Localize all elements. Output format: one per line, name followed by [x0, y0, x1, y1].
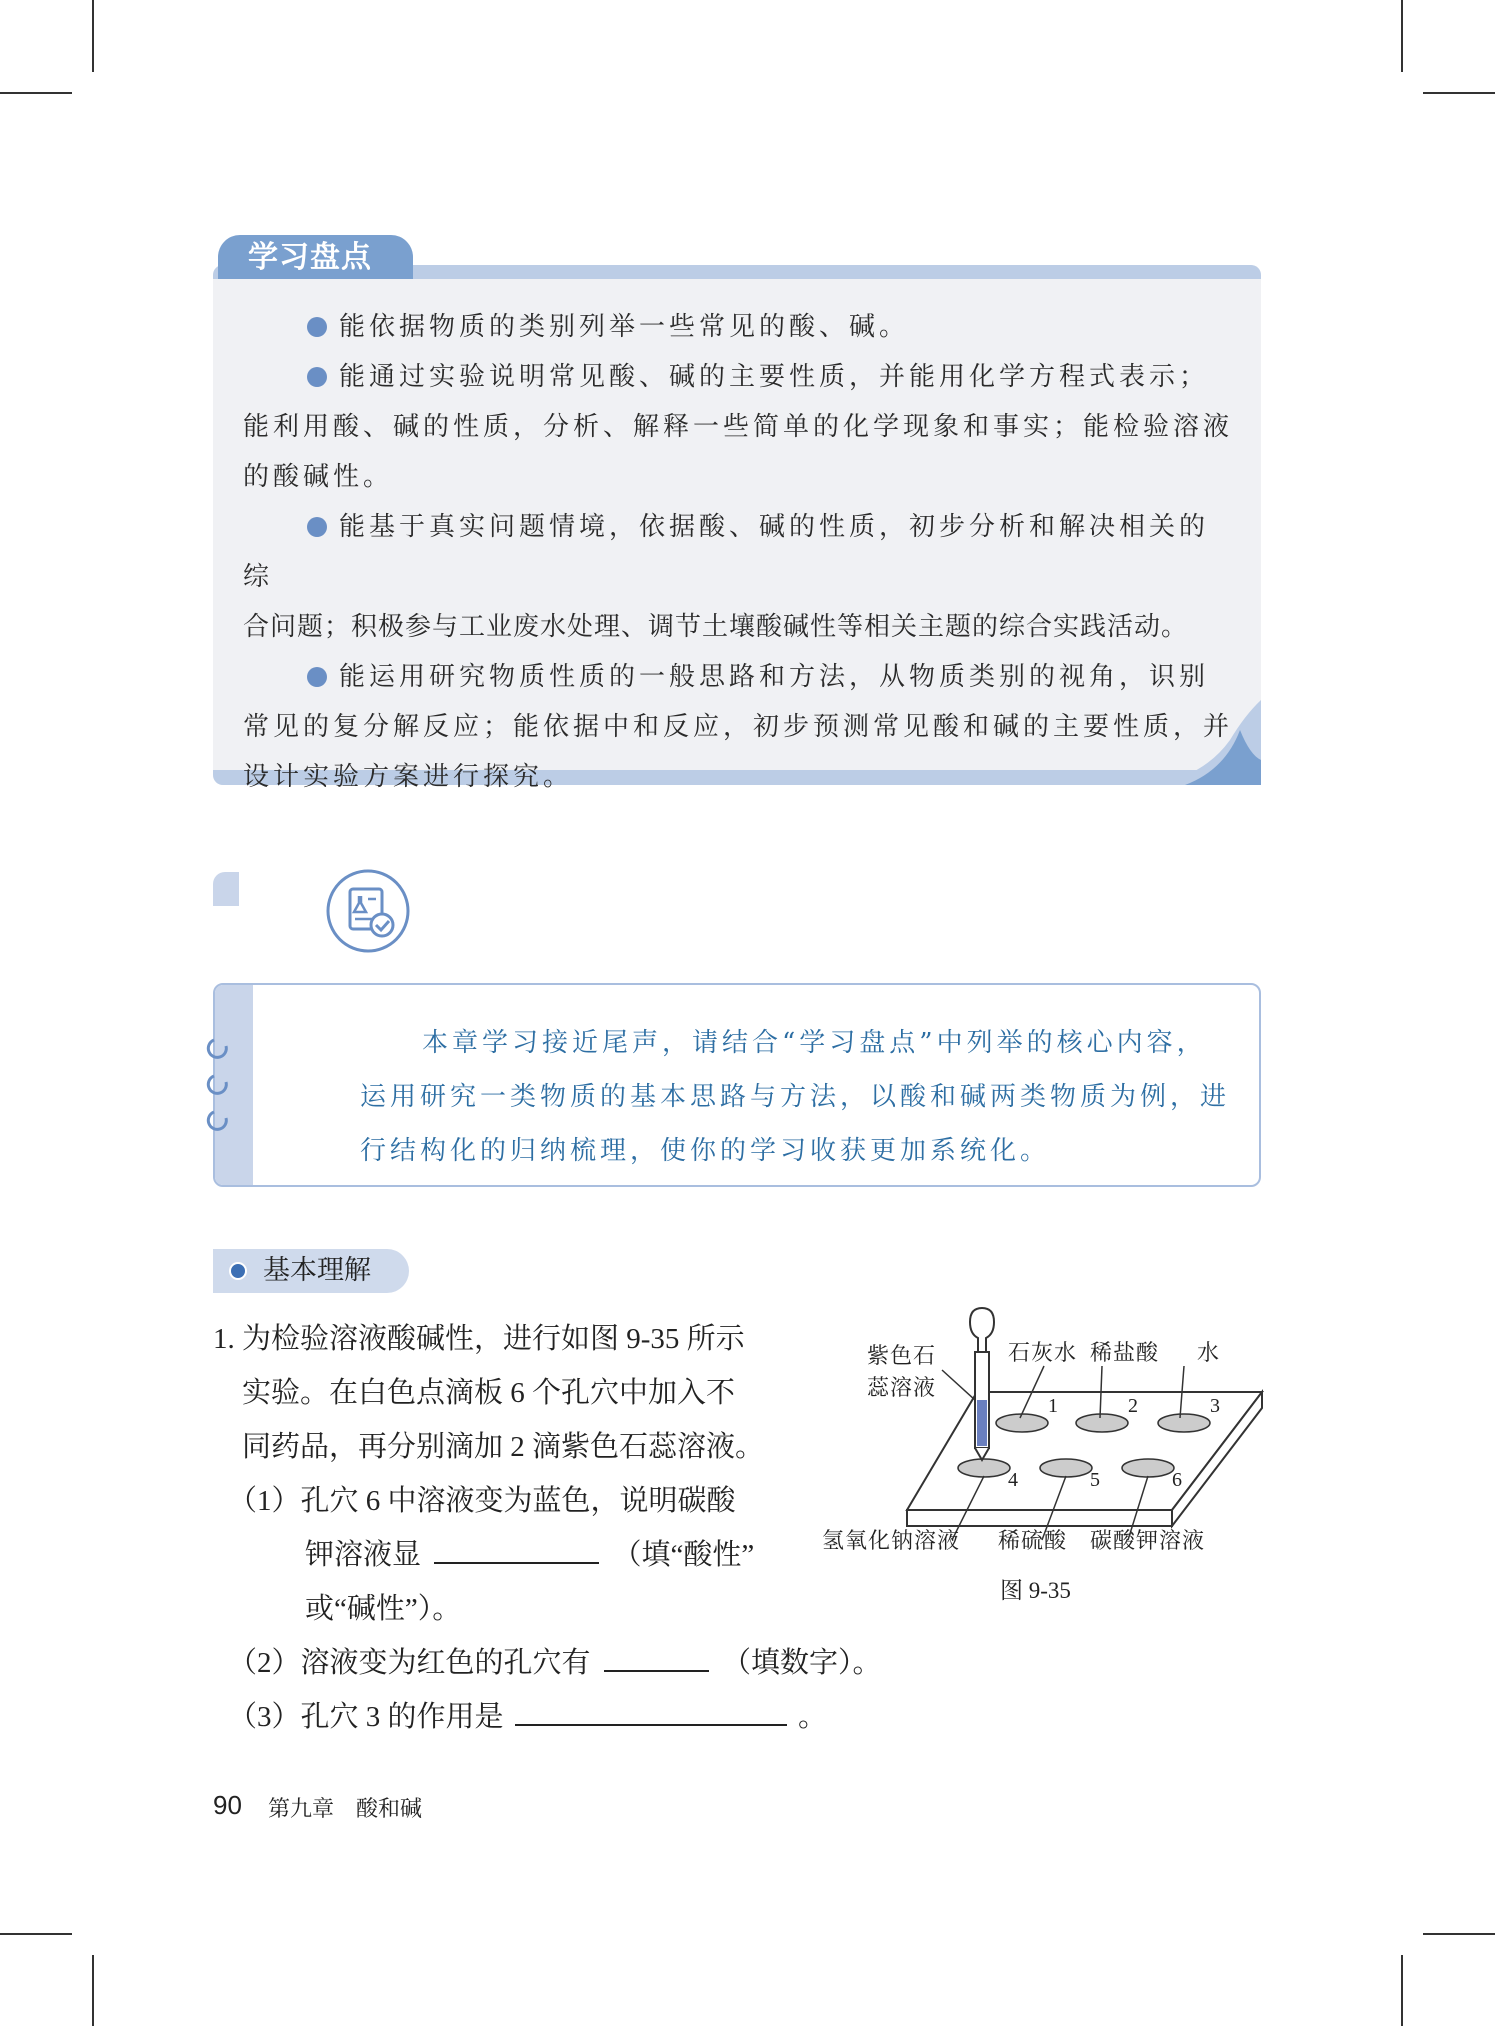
crop-mark	[92, 1955, 94, 2026]
ring-binder-icon	[200, 1030, 240, 1140]
well-number: 4	[1008, 1469, 1018, 1491]
review-item: 能运用研究物质性质的一般思路和方法，从物质类别的视角，识别	[243, 652, 1233, 702]
review-item: 能基于真实问题情境，依据酸、碱的性质，初步分析和解决相关的综	[243, 512, 1210, 592]
sub-question-1-end: 或“碱性”）。	[305, 1593, 462, 1625]
crop-mark	[92, 0, 94, 72]
bullet-icon	[307, 367, 327, 387]
crop-mark	[0, 92, 72, 94]
crop-mark	[1423, 92, 1495, 94]
review-body: 能依据物质的类别列举一些常见的酸、碱。 能通过实验说明常见酸、碱的主要性质，并能用化学方程式表示； 能利用酸、碱的性质，分析、解释一些简单的化学现象和事实；能检验溶液 的酸碱性。 能基于真实问题情境，依据酸、碱的性质，初步分析和解决相关的综 合问题；积极参与工业废水处理、调节土壤酸碱性等相关主题的综合实践活动。 能运用研究物质性质的一般思路和方法，从物质类别的视角，识别 常见的复分解反应；能依据中和反应，初步预测常见酸和碱的主要性质，并 设计实验方案进行探究。	[243, 302, 1233, 802]
review-item: 能依据物质的类别列举一些常见的酸、碱。	[243, 302, 1233, 352]
label-naoh: 氢氧化钠溶液	[822, 1529, 961, 1554]
label-dilute-h2so4: 稀硫酸	[998, 1529, 1068, 1554]
well-number: 2	[1128, 1395, 1138, 1417]
label-water: 水	[1197, 1341, 1221, 1366]
crop-mark	[1401, 1955, 1403, 2026]
label-litmus: 紫色石	[867, 1344, 937, 1369]
bullet-icon	[307, 317, 327, 337]
question-1-line: 同药品，再分别滴加 2 滴紫色石蕊溶液。	[242, 1431, 765, 1463]
checklist-flask-icon	[326, 869, 410, 953]
bullet-icon	[307, 667, 327, 687]
sub-question-3: （3）孔穴 3 的作用是 。	[228, 1694, 827, 1735]
answer-blank-3[interactable]	[515, 1698, 787, 1726]
answer-blank-1[interactable]	[434, 1536, 599, 1564]
question-1-line: 1. 为检验溶液酸碱性，进行如图 9-35 所示	[213, 1323, 745, 1355]
review-tab-title: 学习盘点	[218, 235, 413, 279]
side-tab-marker	[213, 872, 239, 906]
section-basic-understanding: 基本理解	[213, 1249, 409, 1293]
chapter-title: 第九章 酸和碱	[268, 1797, 423, 1822]
bullet-icon	[307, 517, 327, 537]
review-item: 能通过实验说明常见酸、碱的主要性质，并能用化学方程式表示；	[243, 352, 1233, 402]
well-number: 6	[1172, 1469, 1182, 1491]
label-limewater: 石灰水	[1008, 1341, 1078, 1366]
label-litmus: 蕊溶液	[867, 1376, 937, 1401]
crop-mark	[0, 1933, 72, 1935]
crop-mark	[1401, 0, 1403, 72]
crop-mark	[1423, 1933, 1495, 1935]
well-number: 1	[1048, 1395, 1058, 1417]
sub-question-1: （1）孔穴 6 中溶液变为蓝色，说明碳酸	[228, 1485, 736, 1517]
label-k2co3: 碳酸钾溶液	[1090, 1529, 1206, 1554]
answer-blank-2[interactable]	[604, 1644, 709, 1672]
question-1-line: 实验。在白色点滴板 6 个孔穴中加入不	[242, 1377, 736, 1409]
well-number: 3	[1210, 1395, 1220, 1417]
bullet-icon	[229, 1262, 247, 1280]
summary-note-text: 本章学习接近尾声，请结合“学习盘点”中列举的核心内容， 运用研究一类物质的基本思路与方法，以酸和碱两类物质为例，进 行结构化的归纳梳理，使你的学习收获更加系统化。	[360, 1028, 1231, 1166]
figure-caption: 图 9-35	[1000, 1578, 1071, 1603]
page-number: 90	[213, 1790, 242, 1820]
label-dilute-hcl: 稀盐酸	[1090, 1341, 1160, 1366]
well-number: 5	[1090, 1469, 1100, 1491]
sub-question-1-cont: 钾溶液显 （填“酸性”	[305, 1532, 754, 1573]
sub-question-2: （2）溶液变为红色的孔穴有 （填数字）。	[228, 1640, 882, 1681]
